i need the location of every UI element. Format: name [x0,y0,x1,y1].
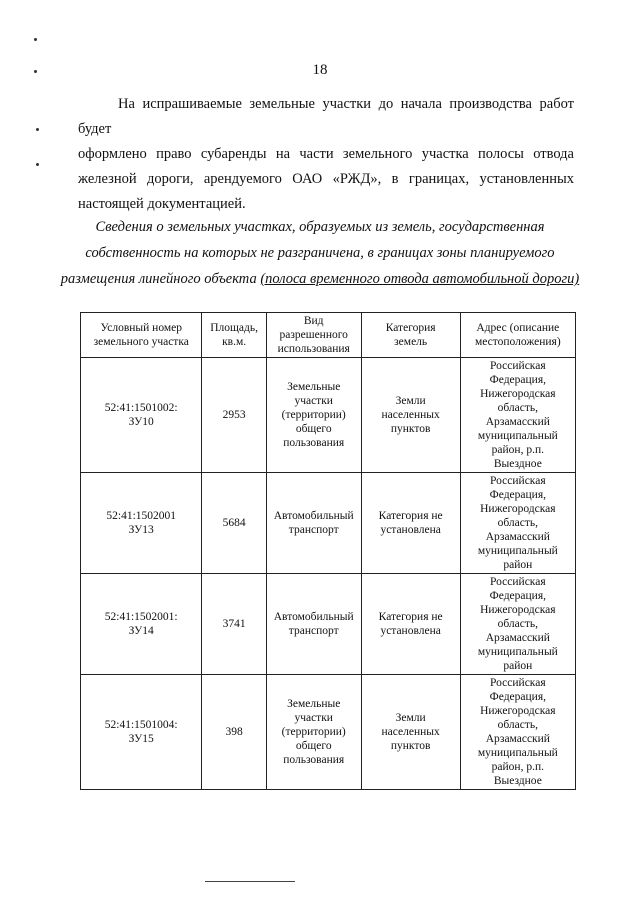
cell-area: 398 [202,675,266,790]
cell-address: Российская Федерация, Нижегородская область, Арзамасский муниципальный район [460,574,575,675]
caption-line: собственность на которых не разграничена, в границах зоны планируемого [85,245,555,261]
cell-address: Российская Федерация, Нижегородская область, Арзамасский муниципальный район, р.п. Выездное [460,358,575,473]
cell-category: Земли населенных пунктов [361,358,460,473]
paragraph-line: оформлено право субаренды на части земельного участка полосы отвода [78,146,574,162]
cell-category: Категория не установлена [361,574,460,675]
land-plots-table [80,312,576,790]
footer-rule [205,881,295,882]
cell-use: Земельные участки (территории) общего пользования [266,675,361,790]
cell-use: Автомобильный транспорт [266,574,361,675]
caption-text: размещения линейного объекта [60,271,261,287]
paragraph-line: железной дороги, арендуемого ОАО «РЖД», в границах, установленных [78,171,574,187]
cell-number: 52:41:1501002: ЗУ10 [81,358,202,473]
paragraph-line: настоящей документацией. [78,196,246,212]
caption-underlined-text: (полоса временного отвода автомобильной дороги) [260,271,580,287]
paragraph-line: На испрашиваемые земельные участки до начала производства работ будет [78,96,574,137]
cell-use: Земельные участки (территории) общего пользования [266,358,361,473]
cell-category: Земли населенных пунктов [361,675,460,790]
cell-use: Автомобильный транспорт [266,473,361,574]
margin-mark [36,163,39,166]
cell-address: Российская Федерация, Нижегородская область, Арзамасский муниципальный район, р.п. Выездное [460,675,575,790]
caption-line: Сведения о земельных участках, образуемых из земель, государственная [95,219,545,235]
margin-mark [36,128,39,131]
cell-category: Категория не установлена [361,473,460,574]
table-row [81,675,576,790]
header-number: Условный номер земельного участка [81,313,202,358]
cell-area: 2953 [202,358,266,473]
header-area: Площадь, кв.м. [202,313,266,358]
table-row [81,358,576,473]
page-number: 18 [312,62,328,78]
header-use: Вид разрешенного использования [266,313,361,358]
cell-area: 5684 [202,473,266,574]
cell-number: 52:41:1502001 ЗУ13 [81,473,202,574]
table-row [81,473,576,574]
caption-line [60,266,580,292]
table-header-row [81,313,576,358]
intro-paragraph [78,92,574,217]
margin-mark [34,38,37,41]
cell-number: 52:41:1501004: ЗУ15 [81,675,202,790]
cell-area: 3741 [202,574,266,675]
cell-address: Российская Федерация, Нижегородская область, Арзамасский муниципальный район [460,473,575,574]
cell-number: 52:41:1502001: ЗУ14 [81,574,202,675]
table-row [81,574,576,675]
header-address: Адрес (описание местоположения) [460,313,575,358]
table-caption [60,214,580,292]
header-category: Категория земель [361,313,460,358]
